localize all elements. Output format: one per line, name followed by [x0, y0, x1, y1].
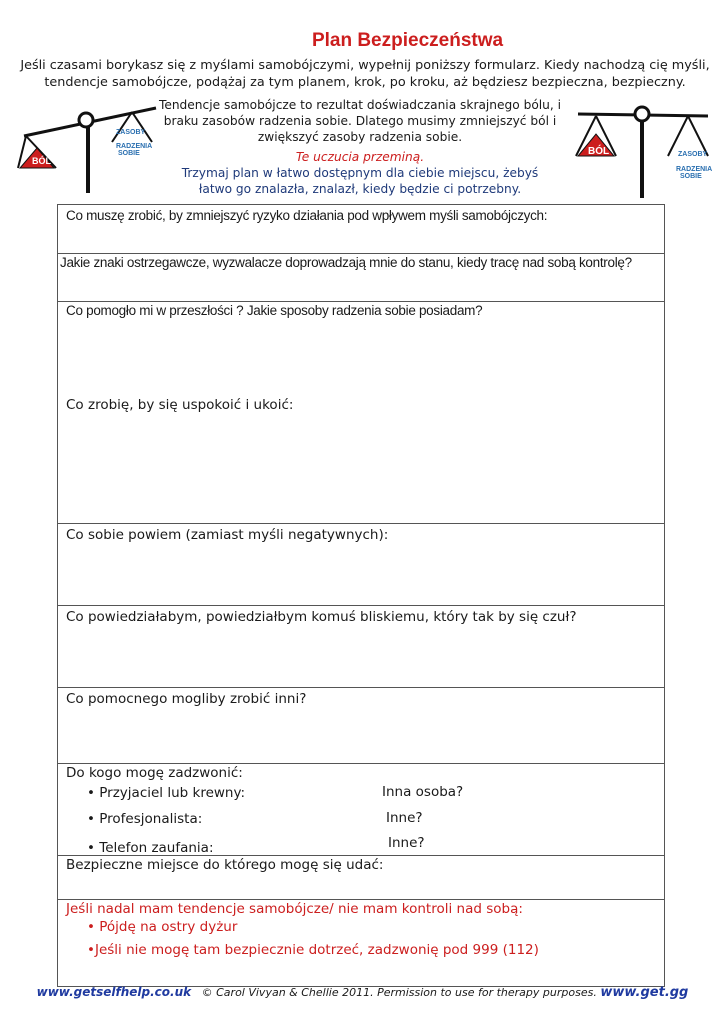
question-advice-to-loved-one: Co powiedziałabym, powiedziałbym komuś bliskiemu, który tak by się czuł? [66, 609, 577, 625]
left-scale-illustration [16, 96, 161, 196]
right-scale-illustration [572, 94, 712, 199]
row-advice-to-loved-one[interactable] [58, 605, 664, 688]
contact-others-1: Inne? [386, 810, 423, 826]
left-resources-label-2: RADZENIA [116, 143, 153, 150]
contacts-heading: Do kogo mogę zadzwonić: [66, 765, 243, 781]
right-resources-label-2: RADZENIA [676, 166, 712, 173]
question-self-talk: Co sobie powiem (zamiast myśli negatywnych): [66, 527, 389, 543]
row-safe-place[interactable] [58, 855, 664, 900]
emergency-item-1-label: Pójdę na ostry dyżur [99, 919, 238, 935]
page-title: Plan Bezpieczeństwa [311, 30, 504, 51]
explanation-block [150, 97, 570, 197]
emergency-item-2: •Jeśli nie mogę tam bezpiecznie dotrzeć, zadzwonię pod 999 (112) [87, 942, 539, 958]
footer-copyright: © Carol Vivyan & Chellie 2011. Permission to use for therapy purposes. [201, 986, 597, 999]
emergency-heading: Jeśli nadal mam tendencje samobójcze/ nie mam kontroli nad sobą: [66, 901, 523, 917]
row-warning-signs[interactable] [58, 253, 664, 302]
explanation-line-3: zwiększyć zasoby radzenia sobie. [257, 130, 463, 144]
right-pain-label: BÓL [588, 146, 610, 157]
row-emergency [58, 899, 664, 988]
contact-friend-label: Przyjaciel lub krewny: [99, 785, 246, 801]
keep-plan-line-2: łatwo go znalazła, znalazł, kiedy będzie ci potrzebny. [198, 182, 522, 196]
footer-link-getselfhelp[interactable]: www.getselfhelp.co.uk [36, 985, 192, 999]
right-resources-label-1: ZASOBY [678, 151, 708, 158]
row-coping[interactable] [58, 301, 664, 524]
row-contacts[interactable] [58, 763, 664, 856]
feelings-will-pass: Te uczucia przeminą. [295, 150, 425, 164]
explanation-line-2: braku zasobów radzenia sobie. Dlatego musimy zmniejszyć ból i [163, 114, 557, 128]
emergency-item-2-label: Jeśli nie mogę tam bezpiecznie dotrzeć, zadzwonię pod 999 (112) [94, 942, 539, 958]
question-warning-signs: Jakie znaki ostrzegawcze, wyzwalacze doprowadzają mnie do stanu, kiedy tracę nad sobą kontrolę? [60, 255, 632, 270]
contact-helpline-label: Telefon zaufania: [99, 840, 214, 856]
question-past-help: Co pomogło mi w przeszłości ? Jakie sposoby radzenia sobie posiadam? [66, 303, 483, 318]
left-pain-label: BÓL [32, 156, 51, 166]
footer-link-getgg[interactable]: www.get.gg [600, 985, 689, 1000]
intro-text [20, 57, 710, 91]
contact-others-2: Inne? [388, 835, 425, 851]
right-resources-label-3: SOBIE [680, 173, 702, 180]
contact-professional-label: Profesjonalista: [99, 811, 203, 827]
contact-other-person: Inna osoba? [382, 784, 464, 800]
intro-line-2: tendencje samobójcze, podążaj za tym planem, krok, po kroku, aż będziesz bezpieczna, bezpieczny. [44, 75, 686, 90]
contact-friend: • Przyjaciel lub krewny: [87, 785, 246, 801]
left-resources-label-3: SOBIE [118, 150, 140, 157]
question-calm-down: Co zrobię, by się uspokoić i ukoić: [66, 397, 294, 413]
question-others-help: Co pomocnego mogliby zrobić inni? [66, 691, 307, 707]
question-safe-place: Bezpieczne miejsce do którego mogę się udać: [66, 857, 384, 873]
left-resources-label-1: ZASOBY [116, 129, 146, 136]
emergency-item-1: • Pójdę na ostry dyżur [87, 919, 238, 935]
explanation-line-1: Tendencje samobójcze to rezultat doświadczania skrajnego bólu, i [158, 98, 562, 112]
row-others-help[interactable] [58, 687, 664, 764]
footer [0, 985, 725, 1000]
row-reduce-risk[interactable] [58, 205, 664, 254]
keep-plan-line-1: Trzymaj plan w łatwo dostępnym dla ciebie miejscu, żebyś [181, 166, 539, 180]
contact-professional: • Profesjonalista: [87, 811, 203, 827]
question-reduce-risk: Co muszę zrobić, by zmniejszyć ryzyko działania pod wpływem myśli samobójczych: [66, 208, 548, 223]
contact-helpline: • Telefon zaufania: [87, 840, 214, 856]
intro-line-1: Jeśli czasami borykasz się z myślami samobójczymi, wypełnij poniższy formularz. Kiedy nachodzą cię myśli, [20, 58, 710, 73]
row-self-talk[interactable] [58, 523, 664, 606]
safety-plan-form [57, 204, 665, 987]
